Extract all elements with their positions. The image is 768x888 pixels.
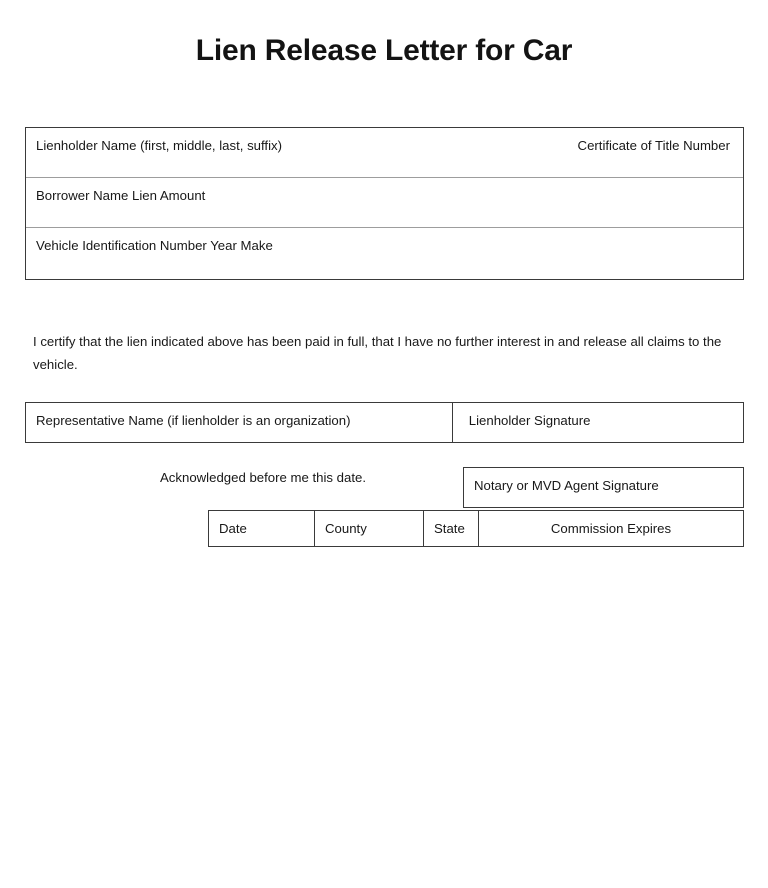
notary-signature-table xyxy=(463,467,744,508)
county-column-header: County xyxy=(314,511,423,546)
representative-name-label: Representative Name (if lienholder is an organization) xyxy=(36,413,351,428)
lienholder-name-label: Lienholder Name (first, middle, last, suffix) xyxy=(36,138,283,153)
date-column-header: Date xyxy=(219,521,247,536)
notary-signature-label: Notary or MVD Agent Signature xyxy=(474,478,659,493)
certification-paragraph: I certify that the lien indicated above has been paid in full, that I have no further interest in and release all claims to the vehicle. xyxy=(33,334,722,372)
notary-details-table xyxy=(208,510,744,547)
table-row xyxy=(26,128,743,177)
page-title: Lien Release Letter for Car xyxy=(195,34,573,67)
table-row xyxy=(464,468,743,507)
table-row xyxy=(209,511,743,546)
borrower-name-lien-amount-label: Borrower Name Lien Amount xyxy=(36,188,206,203)
vehicle-identification-label: Vehicle Identification Number Year Make xyxy=(36,238,273,253)
table-row xyxy=(26,403,743,442)
state-column-header: State xyxy=(423,511,478,546)
table-row xyxy=(26,177,743,227)
signature-table xyxy=(25,402,744,443)
acknowledgement-text: Acknowledged before me this date. xyxy=(160,470,366,485)
table-row xyxy=(26,227,743,279)
commission-expires-column-header: Commission Expires xyxy=(478,511,743,546)
lien-info-table xyxy=(25,127,744,280)
certificate-of-title-number-label: Certificate of Title Number xyxy=(577,138,730,153)
lienholder-signature-label: Lienholder Signature xyxy=(452,403,743,442)
